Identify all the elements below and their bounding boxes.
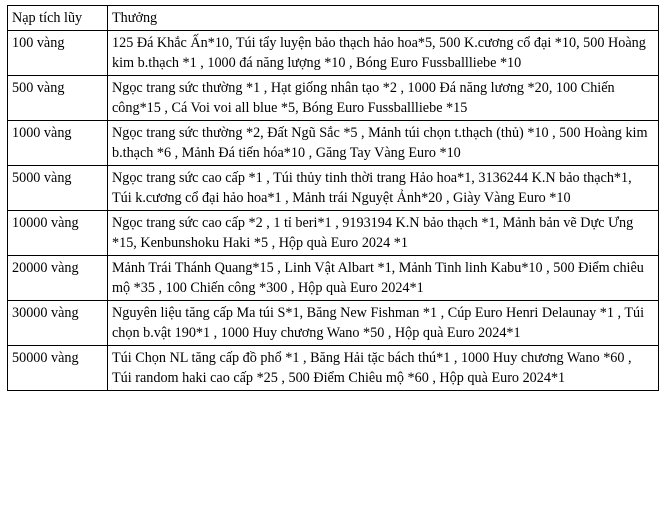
reward-cell: Ngọc trang sức cao cấp *2 , 1 tỉ beri*1 , 9193194 K.N bảo thạch *1, Mảnh bản vẽ Dực Ưng *15, Kenbunshoku Haki *5 , Hộp quà Euro 2024 *1	[108, 211, 659, 256]
rewards-table	[7, 5, 659, 391]
table-row	[8, 76, 659, 121]
amount-cell: 30000 vàng	[8, 301, 108, 346]
table-row	[8, 121, 659, 166]
amount-cell: 50000 vàng	[8, 346, 108, 391]
amount-cell: 100 vàng	[8, 31, 108, 76]
reward-cell: Ngọc trang sức thường *1 , Hạt giống nhân tạo *2 , 1000 Đá năng lương *20, 100 Chiến công*15 , Cá Voi voi all blue *5, Bóng Euro Fussballliebe *15	[108, 76, 659, 121]
amount-cell: 10000 vàng	[8, 211, 108, 256]
amount-cell: 20000 vàng	[8, 256, 108, 301]
table-row	[8, 256, 659, 301]
reward-cell: 125 Đá Khắc Ấn*10, Túi tẩy luyện bảo thạch hảo hoa*5, 500 K.cương cổ đại *10, 500 Hoàng kim b.thạch *1 , 1000 đá năng lượng *10 , Bóng Euro Fussballliebe *10	[108, 31, 659, 76]
reward-cell: Nguyên liệu tăng cấp Ma túi S*1, Băng New Fishman *1 , Cúp Euro Henri Delaunay *1 , Túi chọn b.vật 190*1 , 1000 Huy chương Wano *50 , Hộp quà Euro 2024*1	[108, 301, 659, 346]
table-row	[8, 346, 659, 391]
table-header-row	[8, 6, 659, 31]
table-row	[8, 166, 659, 211]
header-reward: Thưởng	[108, 6, 659, 31]
amount-cell: 1000 vàng	[8, 121, 108, 166]
amount-cell: 500 vàng	[8, 76, 108, 121]
reward-cell: Ngọc trang sức cao cấp *1 , Túi thủy tinh thời trang Hảo hoa*1, 3136244 K.N bảo thạch*1, Túi k.cương cổ đại hảo hoa*1 , Mảnh trái Nguyệt Ảnh*20 , Giày Vàng Euro *10	[108, 166, 659, 211]
header-amount: Nạp tích lũy	[8, 6, 108, 31]
amount-cell: 5000 vàng	[8, 166, 108, 211]
reward-cell: Ngọc trang sức thường *2, Đất Ngũ Sắc *5 , Mảnh túi chọn t.thạch (thủ) *10 , 500 Hoàng kim b.thạch *6 , Mảnh Đá tiến hóa*10 , Găng Tay Vàng Euro *10	[108, 121, 659, 166]
table-row	[8, 211, 659, 256]
reward-cell: Mảnh Trái Thánh Quang*15 , Linh Vật Albart *1, Mảnh Tinh linh Kabu*10 , 500 Điểm chiêu mộ *35 , 100 Chiến công *300 , Hộp quà Euro 2024*1	[108, 256, 659, 301]
table-row	[8, 31, 659, 76]
table-row	[8, 301, 659, 346]
reward-cell: Túi Chọn NL tăng cấp đồ phổ *1 , Băng Hải tặc bách thú*1 , 1000 Huy chương Wano *60 , Túi random haki cao cấp *25 , 500 Điểm Chiêu mộ *60 , Hộp quà Euro 2024*1	[108, 346, 659, 391]
